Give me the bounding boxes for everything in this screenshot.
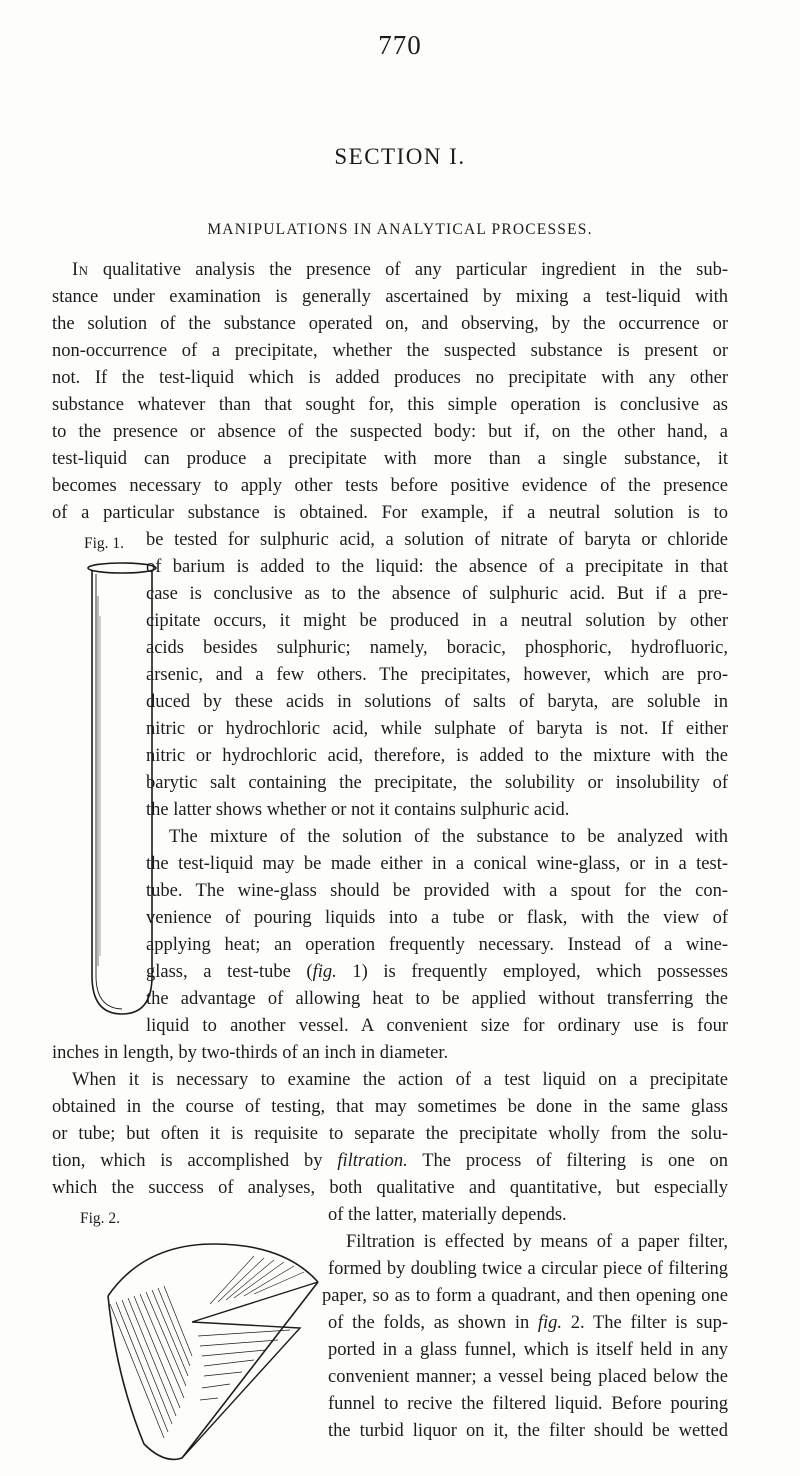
text-line: tion, which is accomplished by filtration. The process of filtering is one on (52, 1151, 728, 1171)
text-line: paper, so as to form a quadrant, and then opening one (322, 1286, 728, 1306)
text-line: the test-liquid may be made either in a conical wine-glass, or in a test- (146, 854, 728, 874)
text-line: not. If the test-liquid which is added produces no precipitate with any other (52, 368, 728, 388)
test-tube-rim (88, 563, 156, 573)
text-line: test-liquid can produce a precipitate with more than a single substance, it (52, 449, 728, 469)
text-line: convenient manner; a vessel being placed below the (328, 1367, 728, 1387)
text-line: which the success of analyses, both qualitative and quantitative, but especially (52, 1178, 728, 1198)
emphasis: filtration. (337, 1151, 408, 1171)
test-tube-body (92, 570, 152, 1014)
text-line: the advantage of allowing heat to be applied without transferring the (146, 989, 728, 1009)
text-line: Filtration is effected by means of a paper filter, (346, 1232, 728, 1252)
paper-filter-illustration (104, 1226, 324, 1476)
text-line: non-occurrence of a precipitate, whether the suspected substance is present or (52, 341, 728, 361)
text-line: ported in a glass funnel, which is itself held in any (328, 1340, 728, 1360)
text-line: substance whatever than that sought for, this simple operation is conclusive as (52, 395, 728, 415)
text-line: the solution of the substance operated on, and observing, by the occurrence or (52, 314, 728, 334)
text-line: arsenic, and a few others. The precipitates, however, which are pro- (146, 665, 728, 685)
text-line: of a particular substance is obtained. For example, if a neutral solution is to (52, 503, 728, 523)
text-line: acids besides sulphuric; namely, boracic, phosphoric, hydrofluoric, (146, 638, 728, 658)
text-line: cipitate occurs, it might be produced in a neutral solution by other (146, 611, 728, 631)
text-line: formed by doubling twice a circular piece of filtering (328, 1259, 728, 1279)
text-line: applying heat; an operation frequently necessary. Instead of a wine- (146, 935, 728, 955)
text-line: funnel to recive the filtered liquid. Before pouring (328, 1394, 728, 1414)
text-line: nitric or hydrochloric acid, while sulphate of baryta is not. If either (146, 719, 728, 739)
text-line: In qualitative analysis the presence of any particular ingredient in the sub- (72, 260, 728, 280)
text-line: be tested for sulphuric acid, a solution of nitrate of baryta or chloride (146, 530, 728, 550)
section-subtitle: MANIPULATIONS IN ANALYTICAL PROCESSES. (207, 221, 593, 238)
text-line: When it is necessary to examine the action of a test liquid on a precipitate (72, 1070, 728, 1090)
fig-reference: fig. (312, 962, 337, 982)
test-tube-illustration (82, 556, 162, 1026)
text-line: case is conclusive as to the absence of sulphuric acid. But if a pre- (146, 584, 728, 604)
text-line: duced by these acids in solutions of salts of baryta, are soluble in (146, 692, 728, 712)
text-line: of barium is added to the liquid: the absence of a precipitate in that (146, 557, 728, 577)
text-line: liquid to another vessel. A convenient size for ordinary use is four (146, 1016, 728, 1036)
text-line: or tube; but often it is requisite to separate the precipitate wholly from the solu- (52, 1124, 728, 1144)
drop-cap-word: In (72, 260, 89, 280)
text-line: The mixture of the solution of the substance to be analyzed with (169, 827, 728, 847)
text-line: obtained in the course of testing, that may sometimes be done in the same glass (52, 1097, 728, 1117)
text-line: of the latter, materially depends. (328, 1205, 567, 1225)
section-title: SECTION I. (334, 144, 466, 169)
text-line: venience of pouring liquids into a tube or flask, with the view of (146, 908, 728, 928)
page-number: 770 (378, 30, 422, 60)
text-line: to the presence or absence of the suspected body: but if, on the other hand, a (52, 422, 728, 442)
text-line: tube. The wine-glass should be provided with a spout for the con- (146, 881, 728, 901)
figure-2-label: Fig. 2. (80, 1210, 121, 1227)
fig-reference: fig. (537, 1313, 563, 1333)
text-line: becomes necessary to apply other tests before positive evidence of the presence (52, 476, 728, 496)
text-line: inches in length, by two-thirds of an inch in diameter. (52, 1043, 449, 1063)
text-line: barytic salt containing the precipitate, the solubility or insolubility of (146, 773, 728, 793)
text-line: the latter shows whether or not it contains sulphuric acid. (146, 800, 570, 820)
text-line: glass, a test-tube (fig. 1) is frequently employed, which possesses (146, 962, 729, 982)
text-line: the turbid liquor on it, the filter should be wetted (328, 1421, 728, 1441)
text-line: stance under examination is generally ascertained by mixing a test-liquid with (52, 287, 728, 307)
text-line: nitric or hydrochloric acid, therefore, is added to the mixture with the (146, 746, 728, 766)
figure-1-label: Fig. 1. (84, 535, 125, 552)
filter-rim (108, 1244, 318, 1296)
text-line: of the folds, as shown in fig. 2. The filter is sup- (328, 1313, 728, 1333)
